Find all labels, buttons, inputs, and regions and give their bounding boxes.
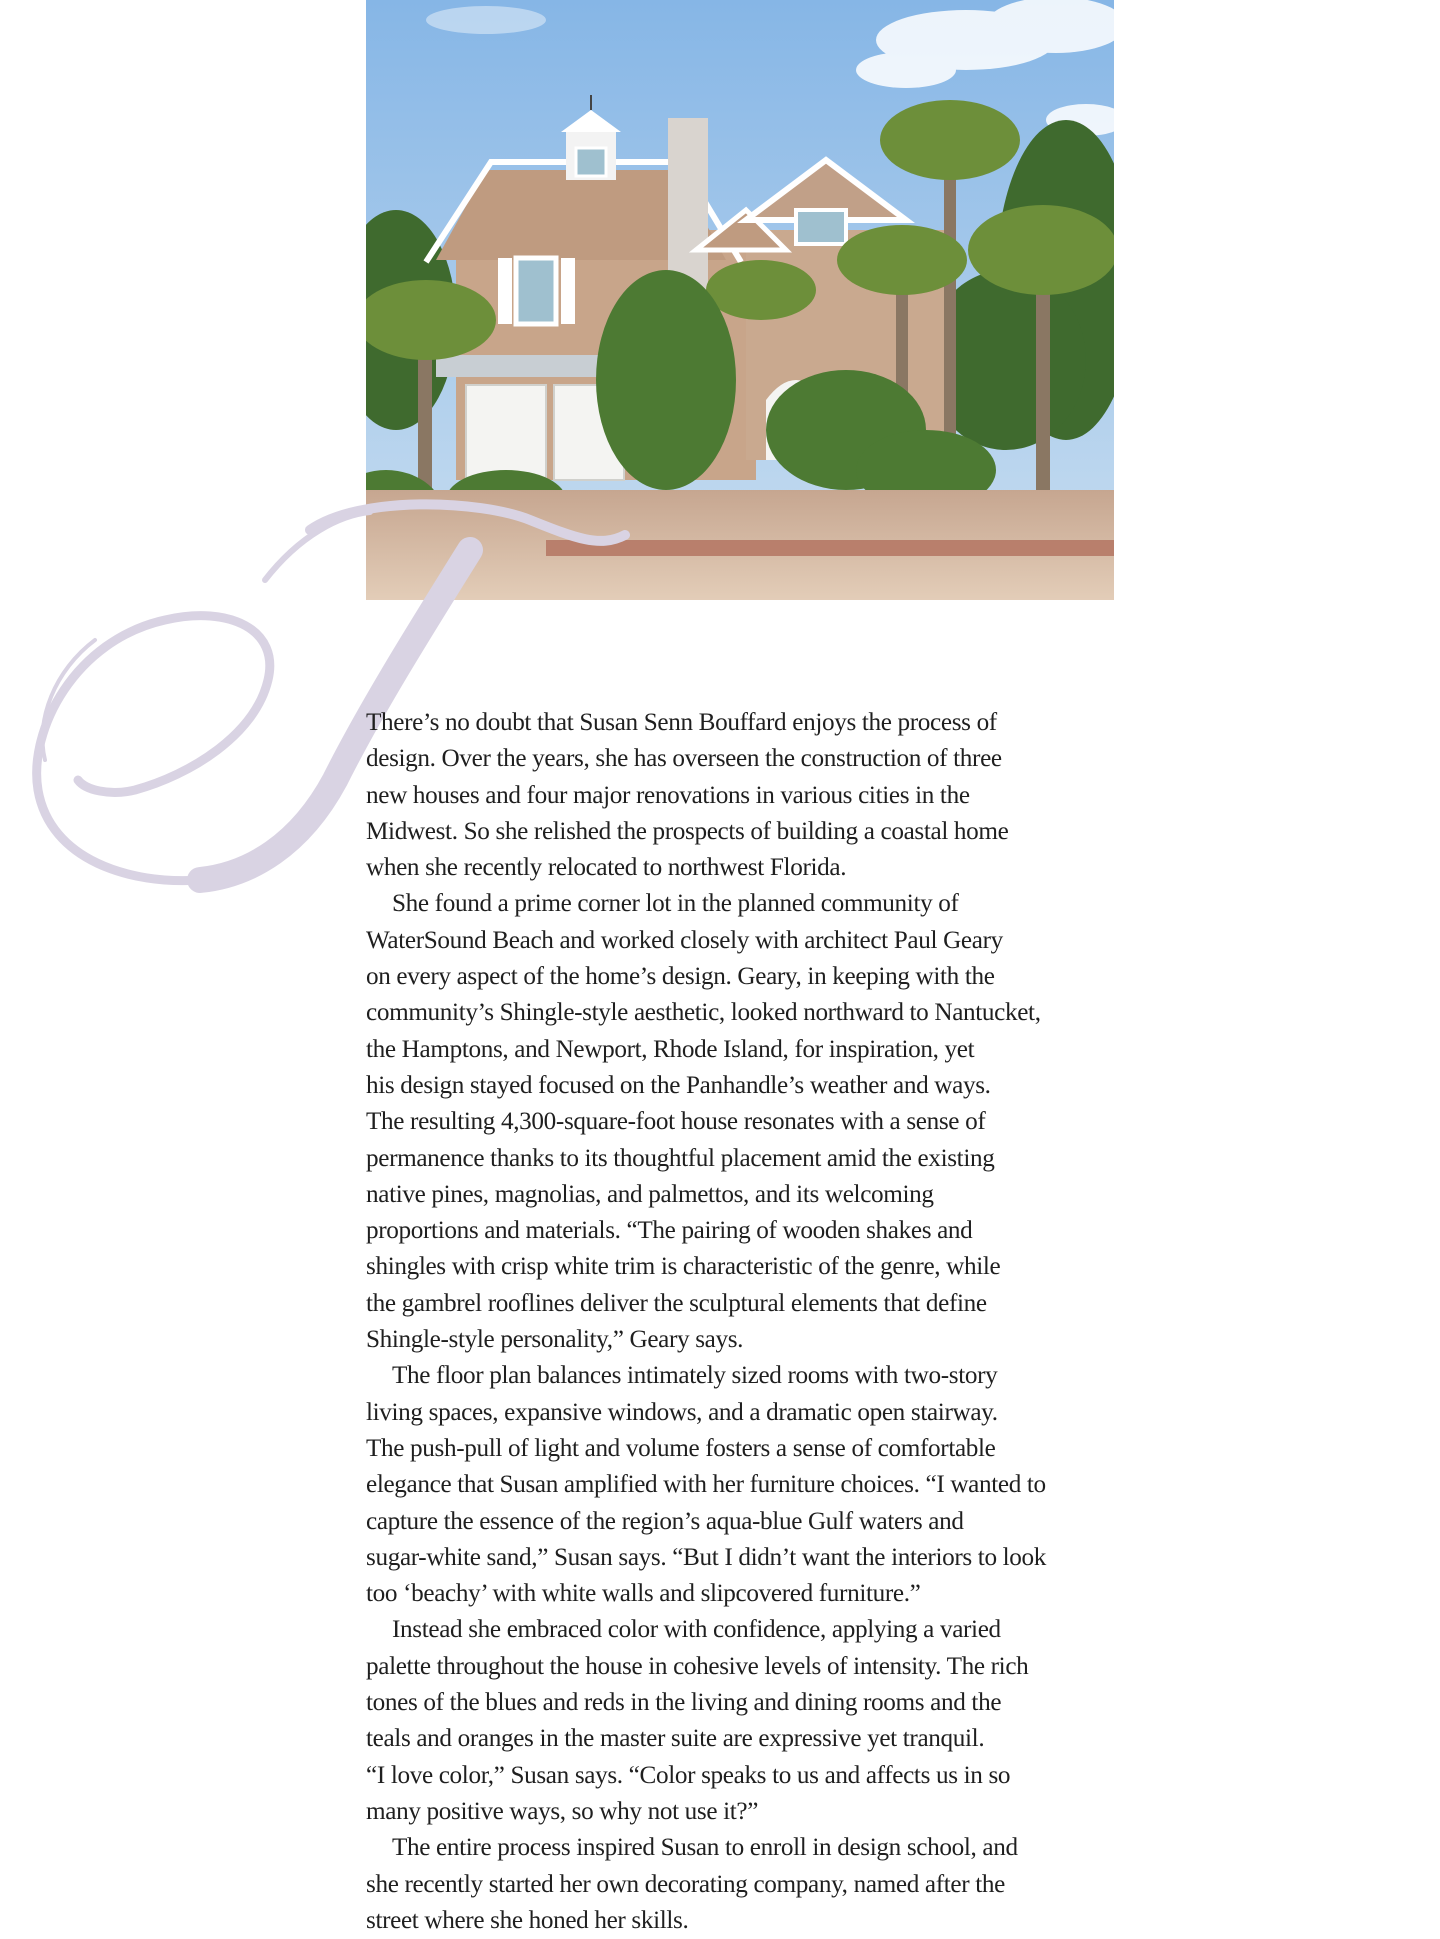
drop-cap-letter: T <box>0 490 1 491</box>
paragraph-1 <box>366 705 1126 886</box>
text-line: native pines, magnolias, and palmettos, and its welcoming <box>366 1180 934 1208</box>
text-line: shingles with crisp white trim is characteristic of the genre, while <box>366 1253 1001 1281</box>
text-line: teals and oranges in the master suite are expressive yet tranquil. <box>366 1725 985 1753</box>
text-line: The floor plan balances intimately sized rooms with two-story <box>392 1362 998 1390</box>
text-line: living spaces, expansive windows, and a dramatic open stairway. <box>366 1398 998 1426</box>
text-line: tones of the blues and reds in the living and dining rooms and the <box>366 1689 1002 1717</box>
text-line: the gambrel rooflines deliver the sculptural elements that define <box>366 1289 987 1317</box>
text-line: WaterSound Beach and worked closely with architect Paul Geary <box>366 926 1003 954</box>
text-line: Midwest. So she relished the prospects of building a coastal home <box>366 817 1009 845</box>
text-line: The resulting 4,300-square-foot house resonates with a sense of <box>366 1108 986 1136</box>
paragraph-2 <box>366 886 1126 1358</box>
text-line: new houses and four major renovations in various cities in the <box>366 781 970 809</box>
text-line: elegance that Susan amplified with her furniture choices. “I wanted to <box>366 1471 1046 1499</box>
text-line: his design stayed focused on the Panhandle’s weather and ways. <box>366 1071 991 1099</box>
house-illustration <box>366 0 1114 600</box>
text-line: There’s no doubt that Susan Senn Bouffard enjoys the process of <box>366 709 997 736</box>
brick-border <box>546 540 1114 556</box>
text-line: proportions and materials. “The pairing of wooden shakes and <box>366 1217 973 1245</box>
text-line: She found a prime corner lot in the planned community of <box>392 890 959 918</box>
text-line: Instead she embraced color with confidence, applying a varied <box>392 1616 1001 1644</box>
text-line: “I love color,” Susan says. “Color speaks to us and affects us in so <box>366 1761 1011 1789</box>
text-line: Shingle-style personality,” Geary says. <box>366 1326 744 1354</box>
text-line: The entire process inspired Susan to enroll in design school, and <box>392 1834 1018 1862</box>
text-line: community’s Shingle-style aesthetic, looked northward to Nantucket, <box>366 999 1041 1027</box>
text-line: sugar-white sand,” Susan says. “But I didn’t want the interiors to look <box>366 1543 1047 1571</box>
paragraph-5 <box>366 1830 1126 1939</box>
text-line: on every aspect of the home’s design. Geary, in keeping with the <box>366 963 995 991</box>
article-body <box>366 705 1126 1939</box>
text-line: permanence thanks to its thoughtful placement amid the existing <box>366 1144 995 1172</box>
paragraph-3 <box>366 1358 1126 1612</box>
text-line: the Hamptons, and Newport, Rhode Island, for inspiration, yet <box>366 1035 975 1063</box>
text-line: many positive ways, so why not use it?” <box>366 1797 759 1825</box>
text-line: capture the essence of the region’s aqua-blue Gulf waters and <box>366 1507 964 1535</box>
text-line: design. Over the years, she has overseen the construction of three <box>366 745 1002 773</box>
text-line: palette throughout the house in cohesive levels of intensity. The rich <box>366 1652 1029 1680</box>
text-line: street where she honed her skills. <box>366 1906 689 1934</box>
text-line: she recently started her own decorating company, named after the <box>366 1870 1005 1898</box>
paragraph-4 <box>366 1612 1126 1830</box>
text-line: too ‘beachy’ with white walls and slipcovered furniture.” <box>366 1580 921 1608</box>
text-line: when she recently relocated to northwest Florida. <box>366 854 847 882</box>
house-photo <box>366 0 1114 600</box>
text-line: The push-pull of light and volume fosters a sense of comfortable <box>366 1434 996 1462</box>
